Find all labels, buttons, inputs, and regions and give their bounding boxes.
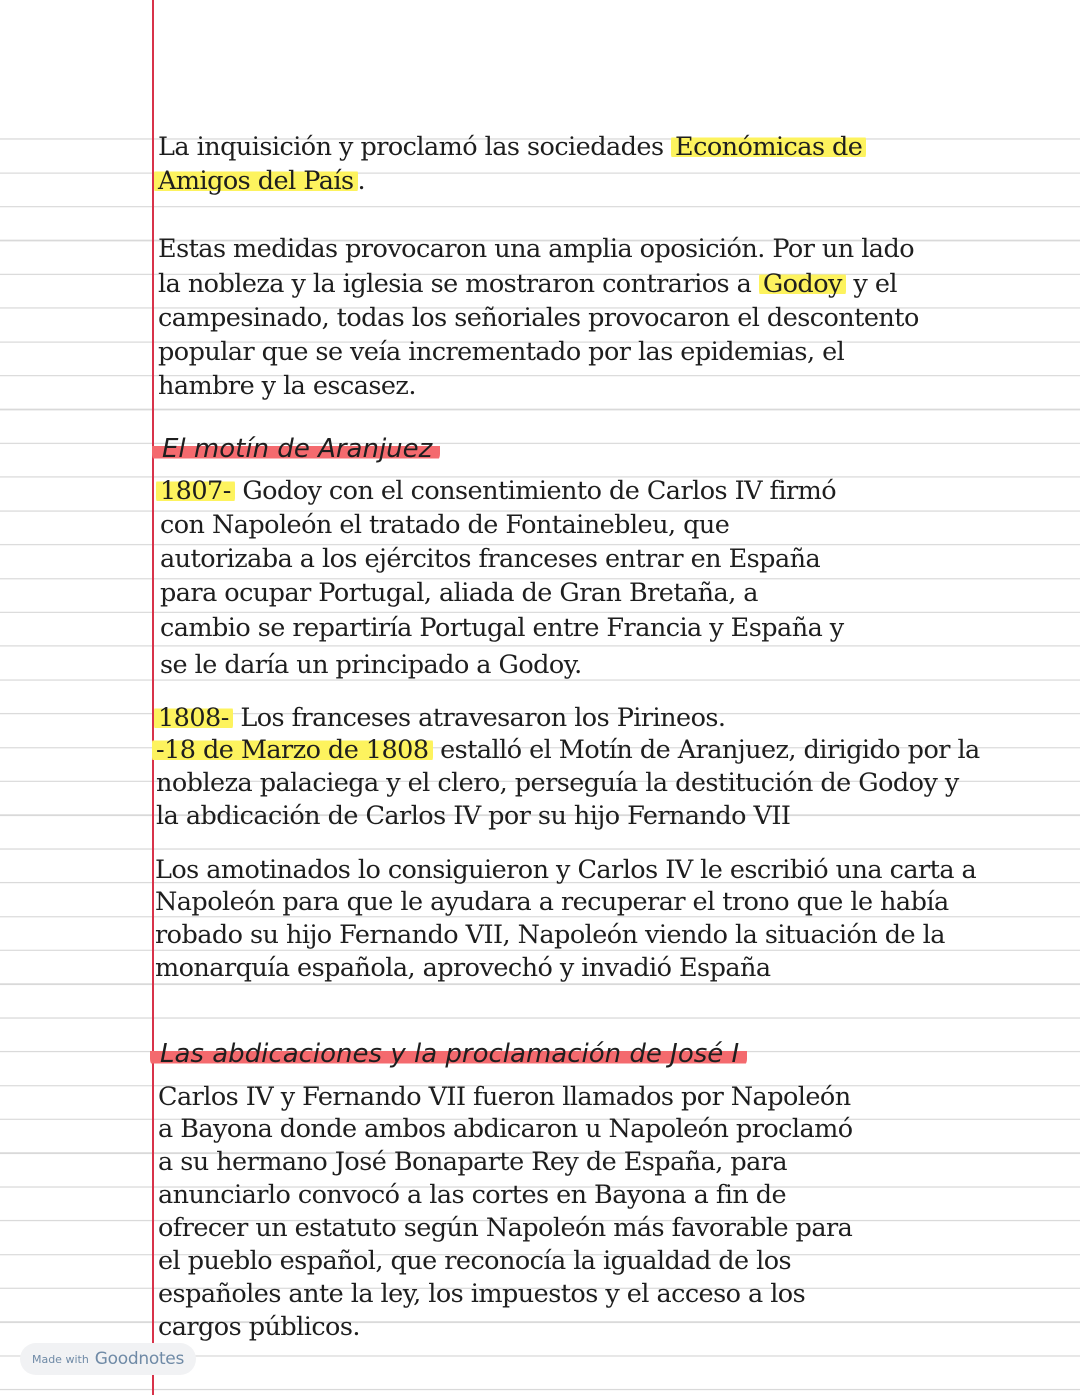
p6-line-5: ofrecer un estatuto según Napoleón más favorable para [158,1213,853,1243]
p2-line-5: hambre y la escasez. [158,371,416,401]
p5-line-1: Los amotinados lo consiguieron y Carlos IV le escribió una carta a [155,855,977,885]
p5-line-3: robado su hijo Fernando VII, Napoleón viendo la situación de la [155,920,945,950]
p3-line-5: cambio se repartiría Portugal entre Francia y España y [160,613,844,643]
p4-line-3: nobleza palaciega y el clero, perseguía la destitución de Godoy y [156,768,959,798]
highlight-1808: 1808- [154,703,233,733]
p1-line-1: La inquisición y proclamó las sociedades Económicas de [158,130,866,164]
p3-line-6: se le daría un principado a Godoy. [160,650,582,680]
p2-line-1: Estas medidas provocaron una amplia oposición. Por un lado [158,234,915,264]
goodnotes-logo: Goodnotes [94,1349,185,1369]
p3-line-4: para ocupar Portugal, aliada de Gran Bretaña, a [160,578,758,608]
highlight-18-marzo: -18 de Marzo de 1808 [152,735,433,765]
p6-line-4: anunciarlo convocó a las cortes en Bayona a fin de [158,1180,787,1210]
made-with-goodnotes-badge [20,1343,196,1375]
heading-motin-aranjuez: El motín de Aranjuez [152,432,440,466]
p2-line-3: campesinado, todas los señoriales provocaron el descontento [158,303,919,333]
p3-line-2: con Napoleón el tratado de Fontainebleu, que [160,510,730,540]
p6-line-2: a Bayona donde ambos abdicaron u Napoleón proclamó [158,1114,853,1144]
badge-prefix: Made with [31,1352,89,1366]
margin-line [152,0,154,1395]
p2-line-4: popular que se veía incrementado por las epidemias, el [158,337,845,367]
p1-line-2: Amigos del País . [154,164,365,198]
highlight-godoy: Godoy [759,269,846,299]
p4-line-4: la abdicación de Carlos IV por su hijo Fernando VII [156,801,791,831]
heading-abdicaciones: Las abdicaciones y la proclamación de José I [150,1037,747,1071]
p6-line-3: a su hermano José Bonaparte Rey de España, para [158,1147,788,1177]
p2-line-2: la nobleza y la iglesia se mostraron contrarios a Godoy y el [158,269,897,299]
p5-line-4: monarquía española, aprovechó y invadió España [155,953,771,983]
p5-line-2: Napoleón para que le ayudara a recuperar el trono que le había [155,887,949,917]
highlight-1807: 1807- [156,476,235,506]
p4-line-2: -18 de Marzo de 1808 estalló el Motín de Aranjuez, dirigido por la [152,733,980,767]
p4-line-1: 1808- Los franceses atravesaron los Pirineos. [154,701,725,735]
p6-line-7: españoles ante la ley, los impuestos y el acceso a los [158,1279,806,1309]
p3-line-3: autorizaba a los ejércitos franceses entrar en España [160,544,821,574]
p6-line-1: Carlos IV y Fernando VII fueron llamados por Napoleón [158,1082,851,1112]
p6-line-6: el pueblo español, que reconocía la igualdad de los [158,1246,792,1276]
highlight-amigos: Amigos del País [154,166,358,196]
highlight-economicas: Económicas de [671,132,866,162]
p6-line-8: cargos públicos. [158,1312,360,1342]
p3-line-1: 1807- Godoy con el consentimiento de Carlos IV firmó [156,474,836,508]
